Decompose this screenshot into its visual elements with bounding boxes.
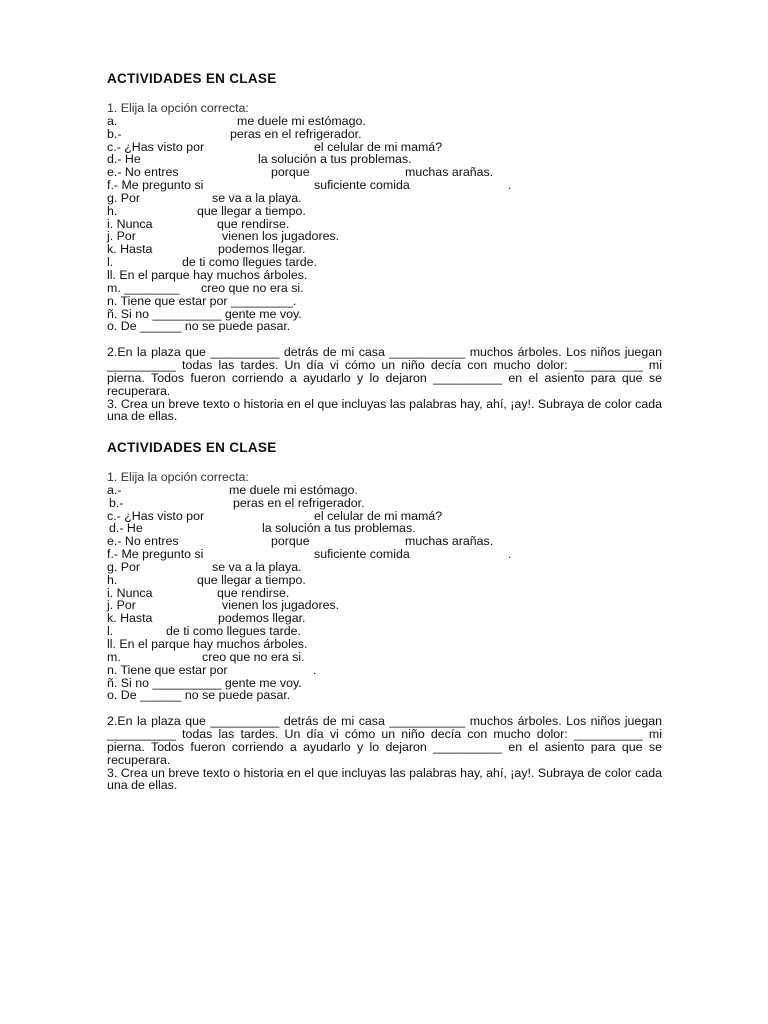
row-prefix: e.- No entres: [107, 534, 179, 549]
exercise-row-n: [107, 295, 662, 308]
row-text: vienen los jugadores.: [222, 598, 340, 613]
row-text: suficiente comida: [314, 178, 410, 193]
row-text: suficiente comida: [314, 547, 410, 562]
row-prefix: h.: [107, 203, 118, 218]
row-text-end: .: [313, 662, 317, 677]
exercise-row-o: [107, 320, 662, 333]
exercise-row-j: [107, 599, 662, 612]
row-text: o. De ______ no se puede pasar.: [107, 319, 291, 334]
section-title: ACTIVIDADES EN CLASE: [107, 71, 277, 86]
row-text: me duele mi estómago.: [237, 113, 366, 128]
exercise-3-instructions: 3. Crea un breve texto o historia en el que incluyas las palabras hay, ahí, ¡ay!. Subraya de color cada una de ellas.: [107, 765, 662, 793]
row-text: creo que no era si.: [201, 280, 304, 295]
row-text: n. Tiene que estar por _________.: [107, 293, 297, 308]
row-prefix: b.-: [107, 126, 122, 141]
row-prefix: m.: [107, 649, 121, 664]
row-text: que llegar a tiempo.: [197, 572, 306, 587]
row-text: ñ. Si no __________ gente me voy.: [107, 306, 302, 321]
row-prefix: d.- He: [109, 521, 143, 536]
exercise-3-instructions: 3. Crea un breve texto o historia en el que incluyas las palabras hay, ahí, ¡ay!. Subraya de color cada una de ellas.: [107, 396, 662, 424]
row-text: porque: [271, 534, 310, 549]
row-text-end: .: [508, 178, 512, 193]
row-text: que rendirse.: [217, 585, 290, 600]
row-prefix: l.: [107, 255, 114, 270]
exercise-row-h: [107, 574, 662, 587]
exercise-row-ll: [107, 269, 662, 282]
exercise-row-n: [107, 664, 662, 677]
row-text: que rendirse.: [217, 216, 290, 231]
exercise-row-b: [107, 497, 662, 510]
exercise-row-ll: [107, 638, 662, 651]
row-text: el celular de mi mamá?: [314, 139, 443, 154]
row-text-end: muchas arañas.: [405, 534, 494, 549]
row-prefix: h.: [107, 572, 118, 587]
row-prefix: k. Hasta: [107, 242, 153, 257]
row-prefix: i. Nunca: [107, 216, 153, 231]
exercise-row-b: [107, 128, 662, 141]
exercise-1-heading: 1. Elija la opción correcta:: [107, 470, 249, 484]
exercise-row-g: [107, 561, 662, 574]
worksheet-section-2: [107, 440, 662, 792]
row-prefix: n. Tiene que estar por: [107, 662, 228, 677]
row-text-end: .: [508, 547, 512, 562]
row-text: de ti como llegues tarde.: [182, 255, 317, 270]
row-prefix: f.- Me pregunto si: [107, 178, 204, 193]
exercise-row-f: [107, 179, 662, 192]
row-prefix: d.- He: [107, 152, 141, 167]
row-text: porque: [271, 165, 310, 180]
worksheet-section-1: [107, 71, 662, 423]
row-prefix: k. Hasta: [107, 611, 153, 626]
row-prefix: c.- ¿Has visto por: [107, 508, 205, 523]
exercise-row-h: [107, 205, 662, 218]
row-text: ll. En el parque hay muchos árboles.: [107, 636, 308, 651]
row-prefix: a.-: [107, 482, 122, 497]
exercise-row-a: [107, 115, 662, 128]
exercise-row-m: [107, 651, 662, 664]
row-prefix: l.: [107, 624, 114, 639]
row-text-end: muchas arañas.: [405, 165, 494, 180]
exercise-2-paragraph: 2.En la plaza que __________ detrás de mi casa ___________ muchos árboles. Los niños juegan __________ todas las tardes. Un día vi cómo un niño decía con mucho dolor: __________ mi pierna. Todos fueron corriendo a ayudarlo y lo dejaron __________ en el asiento para que se recuperara.: [107, 345, 662, 398]
exercise-row-g: [107, 192, 662, 205]
row-prefix: g. Por: [107, 190, 141, 205]
row-text: me duele mi estómago.: [229, 482, 358, 497]
exercise-row-d: [107, 522, 662, 535]
row-prefix: i. Nunca: [107, 585, 153, 600]
exercise-row-i: [107, 218, 662, 231]
row-prefix: j. Por: [107, 229, 136, 244]
row-text: la solución a tus problemas.: [258, 152, 412, 167]
row-text: peras en el refrigerador.: [233, 495, 365, 510]
section-title: ACTIVIDADES EN CLASE: [107, 440, 277, 455]
row-text: podemos llegar.: [218, 242, 306, 257]
row-text: el celular de mi mamá?: [314, 508, 443, 523]
row-prefix: g. Por: [107, 559, 141, 574]
exercise-row-a: [107, 484, 662, 497]
row-text: la solución a tus problemas.: [262, 521, 416, 536]
row-text: que llegar a tiempo.: [197, 203, 306, 218]
row-text: ñ. Si no __________ gente me voy.: [107, 675, 302, 690]
row-prefix: j. Por: [107, 598, 136, 613]
row-text: se va a la playa.: [212, 559, 302, 574]
row-text: podemos llegar.: [218, 611, 306, 626]
exercise-row-j: [107, 230, 662, 243]
exercise-row-i: [107, 587, 662, 600]
exercise-row-d: [107, 153, 662, 166]
exercise-2-paragraph: 2.En la plaza que __________ detrás de mi casa ___________ muchos árboles. Los niños juegan __________ todas las tardes. Un día vi cómo un niño decía con mucho dolor: __________ mi pierna. Todos fueron corriendo a ayudarlo y lo dejaron __________ en el asiento para que se recuperara.: [107, 714, 662, 767]
row-prefix: e.- No entres: [107, 165, 179, 180]
exercise-row-f: [107, 548, 662, 561]
row-prefix: a.: [107, 113, 118, 128]
row-text: creo que no era si.: [202, 649, 305, 664]
row-prefix: b.-: [109, 495, 124, 510]
row-text: peras en el refrigerador.: [230, 126, 362, 141]
row-text: o. De ______ no se puede pasar.: [107, 688, 291, 703]
row-text: se va a la playa.: [212, 190, 302, 205]
row-prefix: f.- Me pregunto si: [107, 547, 204, 562]
row-text: de ti como llegues tarde.: [166, 624, 301, 639]
row-text: vienen los jugadores.: [222, 229, 340, 244]
row-prefix: m. ________: [107, 280, 180, 295]
row-prefix: c.- ¿Has visto por: [107, 139, 205, 154]
exercise-1-heading: 1. Elija la opción correcta:: [107, 101, 249, 115]
exercise-row-o: [107, 689, 662, 702]
exercise-row-m: [107, 282, 662, 295]
row-text: ll. En el parque hay muchos árboles.: [107, 267, 308, 282]
